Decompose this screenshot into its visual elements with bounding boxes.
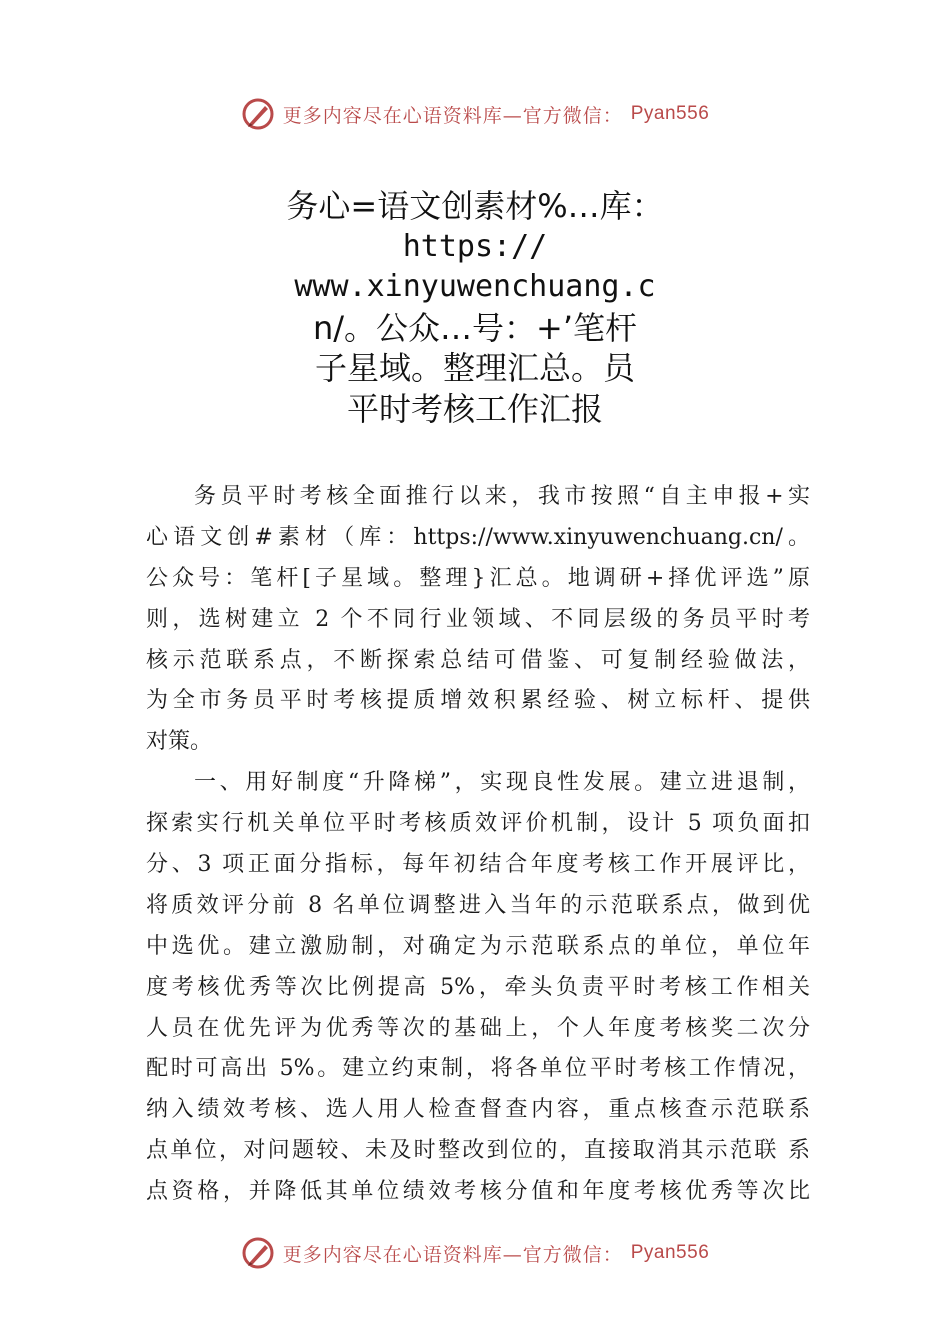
title-line-2: https:// — [402, 228, 548, 264]
body-line: 公众号：笔杆[子星域。整理}汇总。地调研+择优评选”原 — [146, 565, 810, 591]
body-line: 配时可高出 5%。建立约束制，将各单位平时考核工作情况， — [146, 1056, 810, 1082]
header-banner — [0, 94, 950, 134]
footer-banner — [0, 1233, 950, 1273]
title-line-5: 子星域。整理汇总。员 — [314, 349, 635, 387]
body-line: 将质效评分前 8 名单位调整进入当年的示范联系点，做到优 — [146, 892, 810, 918]
body-line: 务员平时考核全面推行以来，我市按照“自主申报+实 — [194, 484, 810, 509]
body-line: 点资格，并降低其单位绩效考核分值和年度考核优秀等次比 — [146, 1179, 810, 1205]
body-line: 一、用好制度“升降梯”，实现良性发展。建立进退制， — [194, 770, 810, 796]
body-line: 心语文创#素材（库：https://www.xinyuwenchuang.cn/。 — [146, 524, 810, 550]
body-line: 度考核优秀等次比例提高 5%，牵头负责平时考核工作相关 — [146, 974, 810, 1000]
banner-contact: Pyan556 — [630, 1242, 710, 1263]
title-line-6: 平时考核工作汇报 — [346, 389, 603, 428]
document-title — [250, 186, 700, 429]
body-text — [146, 477, 810, 1213]
body-line: 核示范联系点，不断探索总结可借鉴、可复制经验做法， — [146, 647, 810, 673]
body-line: 分、3 项正面分指标，每年初结合年度考核工作开展评比， — [146, 852, 810, 878]
body-line: 点单位，对问题较、未及时整改到位的，直接取消其示范联 系 — [146, 1138, 810, 1164]
body-line: 对策。 — [146, 729, 213, 755]
body-line: 为全市务员平时考核提质增效积累经验、树立标杆、提供 — [146, 688, 810, 714]
body-line: 纳入绩效考核、选人用人检查督查内容，重点核查示范联系 — [146, 1097, 810, 1123]
banner-text: 更多内容尽在心语资料库—官方微信： — [282, 1243, 623, 1266]
body-line: 中选优。建立激励制，对确定为示范联系点的单位，单位年 — [146, 933, 810, 959]
pen-logo-icon — [241, 1236, 275, 1270]
title-line-4: n/。公众…号：+’笔杆 — [312, 308, 638, 347]
title-line-1: 务心=语文创素材%…库： — [286, 187, 664, 225]
banner-text: 更多内容尽在心语资料库—官方微信： — [282, 104, 623, 127]
banner-contact: Pyan556 — [630, 103, 710, 124]
pen-logo-icon — [241, 97, 275, 131]
body-line: 探索实行机关单位平时考核质效评价机制，设计 5 项负面扣 — [146, 811, 810, 837]
body-line: 人员在优先评为优秀等次的基础上，个人年度考核奖二次分 — [146, 1015, 810, 1041]
body-line: 则，选树建立 2 个不同行业领域、不同层级的务员平时考 — [146, 606, 810, 632]
title-line-3: www.xinyuwenchuang.c — [294, 269, 656, 304]
